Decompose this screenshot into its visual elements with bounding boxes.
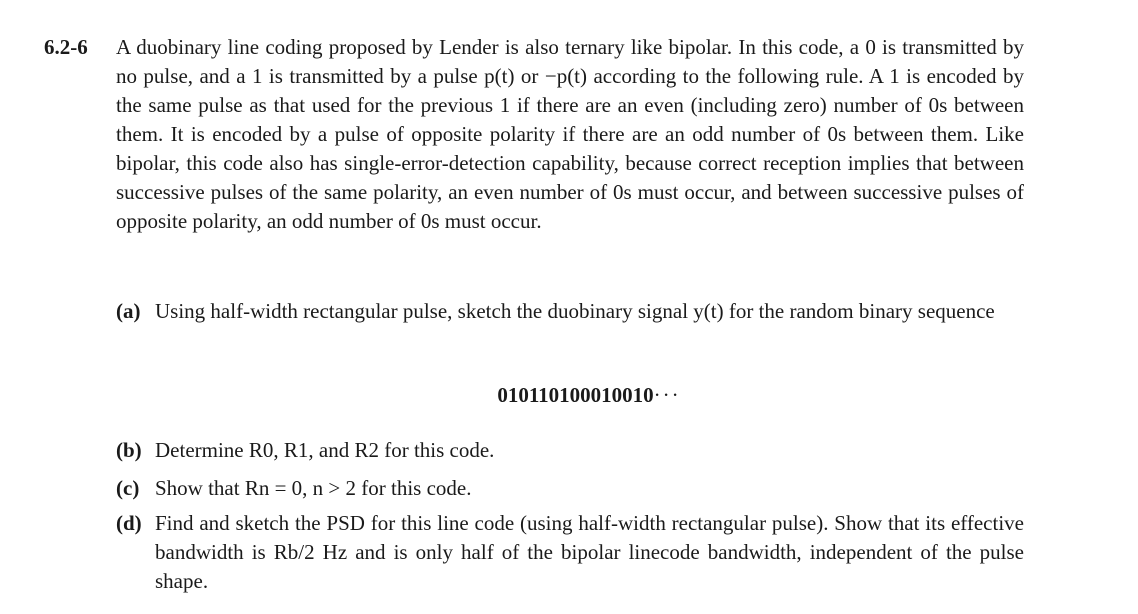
part-c (116, 474, 1024, 503)
part-b (116, 436, 1024, 465)
binary-sequence-ellipsis: ··· (653, 383, 681, 407)
problem-number: 6.2-6 (44, 35, 88, 59)
part-b-label: (b) (116, 438, 142, 462)
part-a-text: Using half-width rectangular pulse, sketch the duobinary signal y(t) for the random binary sequence (155, 299, 995, 323)
part-a-label: (a) (116, 299, 141, 323)
part-c-text: Show that Rn = 0, n > 2 for this code. (155, 476, 472, 500)
problem-statement: A duobinary line coding proposed by Lender is also ternary like bipolar. In this code, a 0 is transmitted by no pulse, and a 1 is transmitted by a pulse p(t) or −p(t) according to the following rule. A 1 is encoded by the same pulse as that used for the previous 1 if there are an even (including zero) number of 0s between them. It is encoded by a pulse of opposite polarity if there are an odd number of 0s between them. Like bipolar, this code also has single-error-detection capability, because correct reception implies that between successive pulses of the same polarity, an even number of 0s must occur, and between successive pulses of opposite polarity, an odd number of 0s must occur. (116, 35, 1024, 233)
part-d (116, 509, 1024, 596)
binary-sequence (0, 381, 1138, 410)
binary-sequence-digits: 010110100010010 (497, 383, 654, 407)
part-d-text: Find and sketch the PSD for this line code (using half-width rectangular pulse). Show that its effective bandwidth is Rb/2 Hz and is only half of the bipolar linecode bandwidth, independent of the pulse shape. (155, 511, 1024, 593)
part-a (116, 297, 1024, 326)
part-c-label: (c) (116, 476, 140, 500)
part-b-text: Determine R0, R1, and R2 for this code. (155, 438, 495, 462)
part-d-label: (d) (116, 511, 142, 535)
